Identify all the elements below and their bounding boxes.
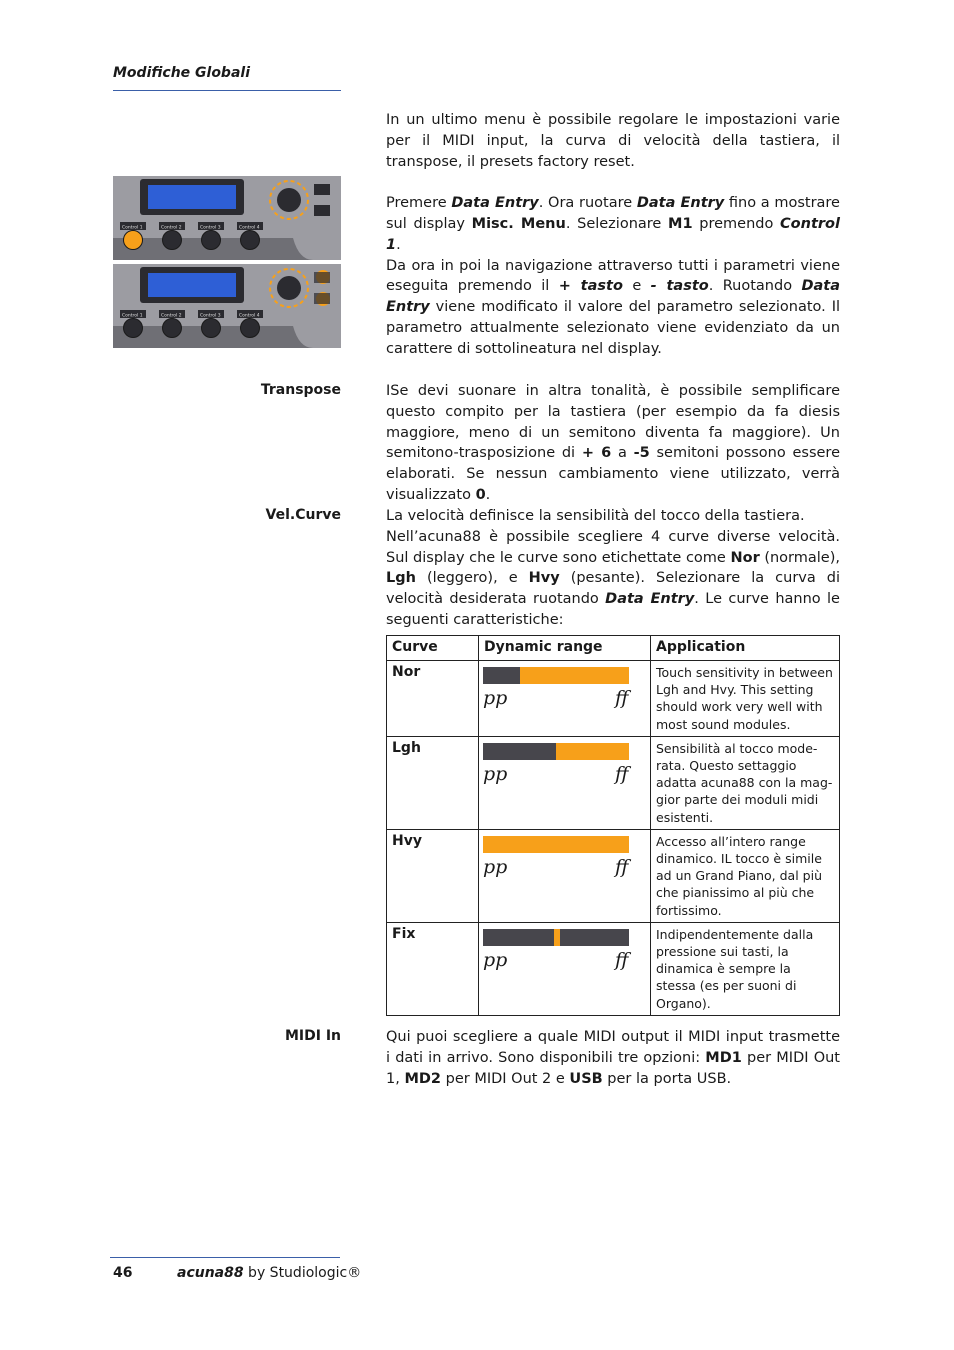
dynamic-range-bar xyxy=(483,836,629,853)
curve-name: Lgh xyxy=(387,736,479,829)
application-text: Touch sensitivity in between Lgh and Hvy. This setting should work very well with most sound modules. xyxy=(651,661,840,737)
panel-top xyxy=(113,176,341,260)
dynamic-range-dark xyxy=(483,743,556,760)
transpose-text xyxy=(386,381,840,506)
table-row xyxy=(387,922,840,1015)
panel-knob xyxy=(241,319,260,338)
panel-control-label: Control 3 xyxy=(200,225,221,231)
dynamic-range-cell xyxy=(479,922,651,1015)
ff-label: ff xyxy=(615,855,629,878)
midiin-paragraph: Qui puoi scegliere a quale MIDI output il MIDI input trasmette i dati in arrivo. Sono disponibili tre opzioni: MD1 per MIDI Out 1, MD2 per MIDI Out 2 e USB per la porta USB. xyxy=(386,1029,840,1087)
table-row xyxy=(387,829,840,922)
dynamic-range-bar xyxy=(483,667,629,684)
midiin-text xyxy=(386,1027,840,1089)
page-number: 46 xyxy=(113,1265,133,1281)
panel-control-label: Control 2 xyxy=(161,225,182,231)
panel-knob xyxy=(124,231,143,250)
intro-paragraph-3: Da ora in poi la navigazione attraverso tutti i parametri viene eseguita premendo il + tasto e - tasto. Ruotando Data Entry viene modificato il valore del parametro selezionato. Il parametro attualmente selezionato viene evidenziato da un carattere di sottolineatura nel display. xyxy=(386,257,841,357)
velcurve-label: Vel.Curve xyxy=(265,507,341,523)
panel-control-label: Control 4 xyxy=(239,225,260,231)
dynamic-range-bar xyxy=(483,743,629,760)
dynamic-range-cell xyxy=(479,661,651,737)
panel-knob xyxy=(202,319,221,338)
header-curve: Curve xyxy=(387,636,479,661)
intro-paragraph-1: In un ultimo menu è possibile regolare le impostazioni varie per il MIDI input, la curva di velocità della tastiera, il transpose, il presets factory reset. xyxy=(386,112,840,170)
curve-name: Nor xyxy=(387,661,479,737)
panel-control-label: Control 1 xyxy=(122,225,143,231)
pp-label: pp xyxy=(483,687,508,709)
dynamic-range-marker xyxy=(554,929,560,946)
dynamic-range-cell xyxy=(479,736,651,829)
midiin-label: MIDI In xyxy=(284,1028,341,1044)
panel-knob xyxy=(202,231,221,250)
intro-paragraph-2: Premere Data Entry. Ora ruotare Data Entry fino a mostrare sul display Misc. Menu. Selezionare M1 premendo Control 1. xyxy=(386,195,840,253)
panel-control-label: Control 2 xyxy=(161,313,182,319)
application-text: Sensibilità al tocco moderata. Questo settaggio adatta acuna88 con la maggior parte dei moduli midi esistenti. xyxy=(651,736,840,829)
panel-control-label: Control 4 xyxy=(239,313,260,319)
table-row xyxy=(387,661,840,737)
velcurve-paragraph: Nell’acuna88 è possibile scegliere 4 curve diverse velocità. Sul display che le curve sono etichettate come Nor (normale), Lgh (leggero), e Hvy (pesante). Selezionare la curva di velocità desiderata ruotando Data Entry. Le curve hanno le seguenti caratteristiche: xyxy=(386,528,841,628)
header-dynamic-range: Dynamic range xyxy=(479,636,651,661)
footer-divider xyxy=(110,1257,340,1258)
brand-suffix: by Studiologic® xyxy=(243,1265,362,1281)
ff-label: ff xyxy=(615,948,629,971)
table-row xyxy=(387,736,840,829)
pp-label: pp xyxy=(483,948,508,971)
transpose-label: Transpose xyxy=(260,382,341,398)
panel-knob xyxy=(163,319,182,338)
ff-label: ff xyxy=(615,687,629,709)
velcurve-text xyxy=(386,506,840,631)
curve-name: Fix xyxy=(387,922,479,1015)
brand-name: acuna88 xyxy=(177,1265,244,1281)
panel-knob xyxy=(163,231,182,250)
section-title: Modifiche Globali xyxy=(113,65,250,81)
panel-bottom xyxy=(113,264,341,348)
transpose-paragraph: ISe devi suonare in altra tonalità, è possibile semplificare questo compito per la tastiera (per esempio da fa diesis maggiore, meno di un semitono diventa fa maggiore). Un semitono-trasposizione di + 6 a -5 semitoni possono essere elaborati. Se nessun cambiamento viene utilizzato, verrà visualizzato 0. xyxy=(386,383,840,503)
dynamic-range-dark xyxy=(483,667,520,684)
panel-knob xyxy=(124,319,143,338)
pp-label: pp xyxy=(483,762,508,785)
header-divider xyxy=(113,90,341,91)
panel-control-label: Control 1 xyxy=(122,313,143,319)
ff-label: ff xyxy=(615,762,629,785)
curve-name: Hvy xyxy=(387,829,479,922)
panel-knob xyxy=(241,231,260,250)
application-text: Indipendentemente dalla pressione sui tasti, la dinamica è sempre la stessa (es per suoni di Organo). xyxy=(651,922,840,1015)
velocity-curve-table xyxy=(386,635,840,1016)
control-panel-illustration xyxy=(113,176,341,348)
dynamic-range-bar xyxy=(483,929,629,946)
dynamic-range-cell xyxy=(479,829,651,922)
table-header-row xyxy=(387,636,840,661)
header-application: Application xyxy=(651,636,840,661)
application-text: Accesso all’intero range dinamico. IL tocco è simile ad un Grand Piano, dal più che pianissimo al più che fortissimo. xyxy=(651,829,840,922)
velcurve-line-1: La velocità definisce la sensibilità del tocco della tastiera. xyxy=(386,508,805,524)
intro-text xyxy=(386,110,840,360)
pp-label: pp xyxy=(483,855,508,878)
panel-control-label: Control 3 xyxy=(200,313,221,319)
footer-brand xyxy=(177,1265,361,1281)
